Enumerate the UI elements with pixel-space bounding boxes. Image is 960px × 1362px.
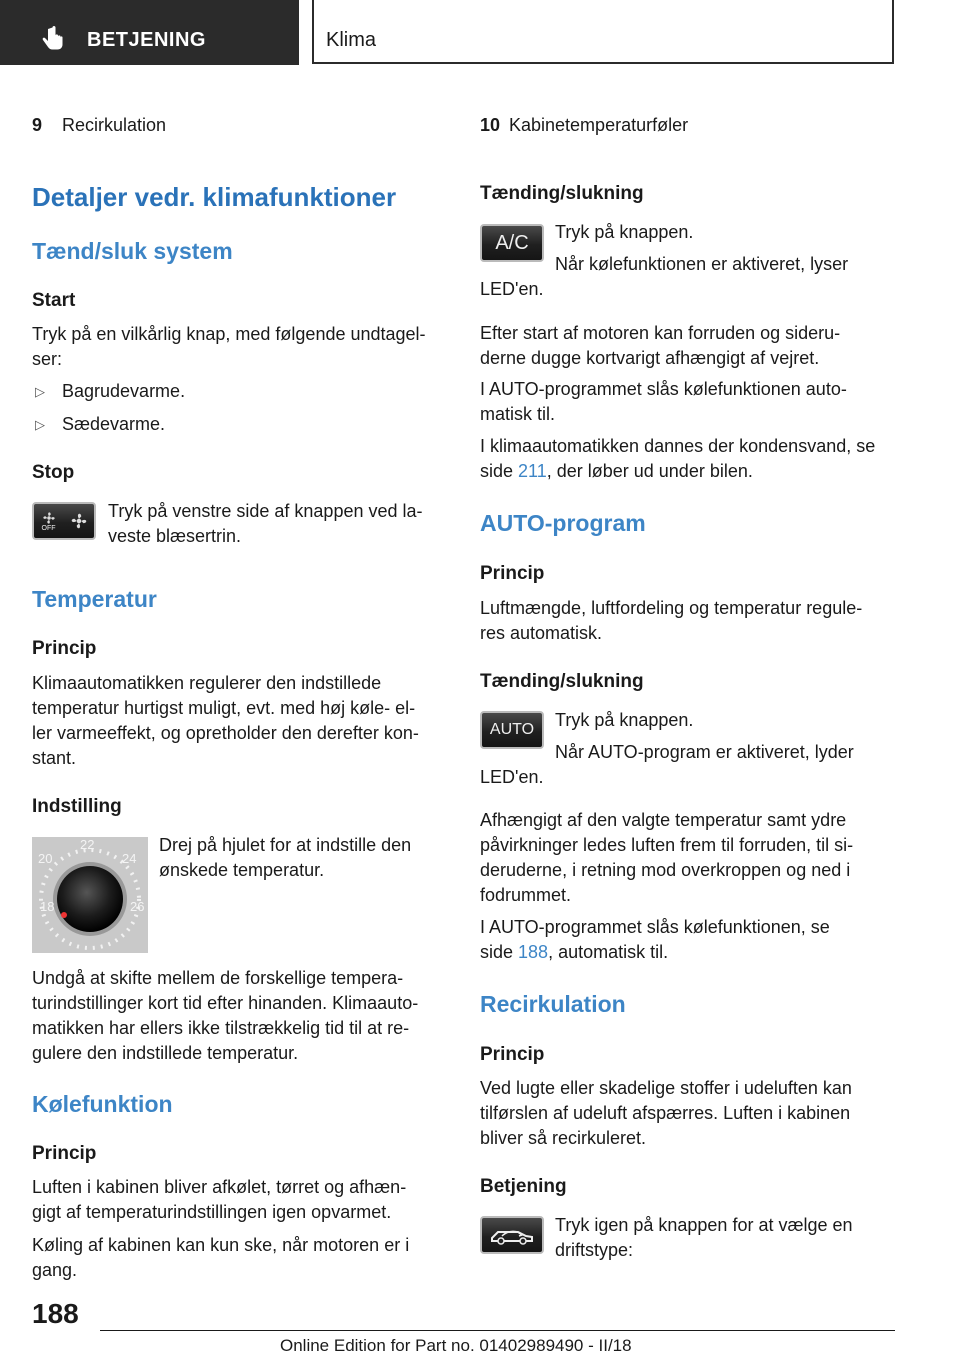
- subheading: Indstilling: [32, 796, 122, 817]
- paragraph-line: [480, 459, 753, 484]
- knob-icon: [32, 837, 148, 953]
- paragraph-line: veste blæsertrin.: [108, 526, 242, 546]
- paragraph-line: LED'en.: [480, 279, 544, 299]
- off-label: OFF: [41, 524, 56, 532]
- paragraph-line: turindstillinger kort tid efter hinanden. Klimaauto-: [32, 993, 419, 1013]
- list-item: Sædevarme.: [62, 414, 166, 434]
- tick-label: 26: [130, 899, 145, 914]
- paragraph-line: Tryk på knappen.: [555, 222, 694, 242]
- ac-button-image: [480, 224, 544, 262]
- section-tab: [0, 0, 299, 65]
- chapter-tab: [312, 0, 894, 64]
- tick-label: 20: [38, 851, 53, 866]
- paragraph-line: ser:: [32, 349, 63, 369]
- list-item: Bagrudevarme.: [62, 381, 186, 401]
- paragraph-line: temperatur hurtigst muligt, evt. med høj køle- el-: [32, 698, 416, 718]
- paragraph-line: matisk til.: [480, 404, 556, 424]
- paragraph-line: Klimaautomatikken regulerer den indstillede: [32, 673, 382, 693]
- subheading: Tænding/slukning: [480, 183, 644, 204]
- paragraph-line: gang.: [32, 1260, 78, 1280]
- paragraph-line: Køling af kabinen kan kun ske, når motoren er i: [32, 1235, 410, 1255]
- section-heading: AUTO-program: [480, 510, 646, 536]
- paragraph-line: tilførslen af udeluft afspærres. Luften i kabinen: [480, 1103, 851, 1123]
- paragraph-line: LED'en.: [480, 767, 544, 787]
- item-number: 10: [480, 115, 501, 135]
- paragraph-line: gigt af temperaturindstillingen igen opvarmet.: [32, 1202, 392, 1222]
- paragraph-line: derne dugge kortvarigt afhængigt af vejret.: [480, 348, 820, 368]
- subheading: Betjening: [480, 1176, 567, 1197]
- paragraph-line: Tryk på venstre side af knappen ved la-: [108, 501, 423, 521]
- paragraph-line: Tryk på en vilkårlig knap, med følgende undtagel-: [32, 324, 426, 344]
- paragraph-line: Luftmængde, luftfordeling og temperatur regule-: [480, 598, 863, 618]
- item-label: Recirkulation: [62, 115, 167, 135]
- temperature-knob-image: [32, 837, 148, 953]
- chapter-title: Klima: [326, 29, 377, 51]
- paragraph-line: Undgå at skifte mellem de forskellige tempera-: [32, 968, 404, 988]
- section-heading: Recirkulation: [480, 991, 626, 1017]
- section-heading: Kølefunktion: [32, 1091, 173, 1117]
- section-heading: Temperatur: [32, 586, 157, 612]
- text-fragment: side: [480, 461, 519, 481]
- paragraph-line: Tryk igen på knappen for at vælge en: [555, 1215, 853, 1235]
- paragraph-line: Når kølefunktionen er aktiveret, lyser: [555, 254, 849, 274]
- subheading: Stop: [32, 462, 75, 483]
- paragraph-line: I klimaautomatikken dannes der kondensvand, se: [480, 436, 876, 456]
- paragraph-line: matikken har ellers ikke tilstrækkelig tid til at re-: [32, 1018, 410, 1038]
- text-fragment: , automatisk til.: [548, 942, 669, 962]
- paragraph-line: driftstype:: [555, 1240, 634, 1260]
- subheading: Princip: [480, 1044, 545, 1065]
- paragraph-line: res automatisk.: [480, 623, 603, 643]
- text-fragment: side: [480, 942, 519, 962]
- paragraph-line: Ved lugte eller skadelige stoffer i udeluften kan: [480, 1078, 852, 1098]
- edition-text: Online Edition for Part no. 01402989490 - II/18: [280, 1336, 632, 1355]
- paragraph-line: Når AUTO-program er aktiveret, lyder: [555, 742, 854, 762]
- item-label: Kabinetemperaturføler: [509, 115, 689, 135]
- item-number: 9: [32, 115, 43, 135]
- paragraph-line: fodrummet.: [480, 885, 572, 905]
- bullet-icon: ▷: [35, 384, 45, 399]
- fan-icon: [41, 511, 57, 525]
- auto-button-image: [480, 711, 544, 749]
- ac-label: A/C: [495, 231, 529, 254]
- tick-label: 22: [80, 837, 95, 852]
- text-fragment: , der løber ud under bilen.: [546, 461, 753, 481]
- paragraph-line: Tryk på knappen.: [555, 710, 694, 730]
- fan-off-button-image: [32, 502, 96, 540]
- tick-label: 18: [40, 899, 55, 914]
- paragraph-line: deruderne, i retning mod overkroppen og ned i: [480, 860, 851, 880]
- footer-divider: [100, 1330, 895, 1331]
- section-label: BETJENING: [87, 29, 206, 51]
- hand-pointer-icon: [40, 26, 66, 52]
- page-link[interactable]: 211: [518, 461, 547, 481]
- subheading: Princip: [32, 638, 97, 659]
- paragraph-line: stant.: [32, 748, 77, 768]
- bullet-icon: ▷: [35, 417, 45, 432]
- paragraph-line: bliver så recirkuleret.: [480, 1128, 647, 1148]
- paragraph-line: ønskede temperatur.: [159, 860, 325, 880]
- subheading: Tænding/slukning: [480, 671, 644, 692]
- paragraph-line: I AUTO-programmet slås kølefunktionen auto-: [480, 379, 847, 399]
- paragraph-line: Afhængigt af den valgte temperatur samt ydre: [480, 810, 847, 830]
- paragraph-line: Efter start af motoren kan forruden og sideru-: [480, 323, 841, 343]
- paragraph-line: I AUTO-programmet slås kølefunktionen, se: [480, 917, 830, 937]
- paragraph-line: ler varmeeffekt, og opretholder den derefter kon-: [32, 723, 419, 743]
- paragraph-line: [480, 940, 668, 965]
- paragraph-line: Drej på hjulet for at indstille den: [159, 835, 412, 855]
- car-recirculation-icon: [488, 1224, 536, 1246]
- paragraph-line: gulere den indstillede temperatur.: [32, 1043, 299, 1063]
- paragraph-line: påvirkninger ledes luften frem til forruden, til si-: [480, 835, 854, 855]
- subheading: Start: [32, 290, 76, 311]
- paragraph-line: Luften i kabinen bliver afkølet, tørret og afhæn-: [32, 1177, 407, 1197]
- page-link[interactable]: 188: [518, 942, 549, 962]
- page-number: 188: [32, 1298, 79, 1329]
- recirculation-button-image: [480, 1216, 544, 1254]
- fan-icon: [70, 512, 88, 530]
- page-heading: Detaljer vedr. klimafunktioner: [32, 182, 397, 212]
- auto-label: AUTO: [489, 721, 535, 738]
- subheading: Princip: [32, 1143, 97, 1164]
- section-heading: Tænd/sluk system: [32, 238, 233, 264]
- subheading: Princip: [480, 563, 545, 584]
- tick-label: 24: [122, 851, 137, 866]
